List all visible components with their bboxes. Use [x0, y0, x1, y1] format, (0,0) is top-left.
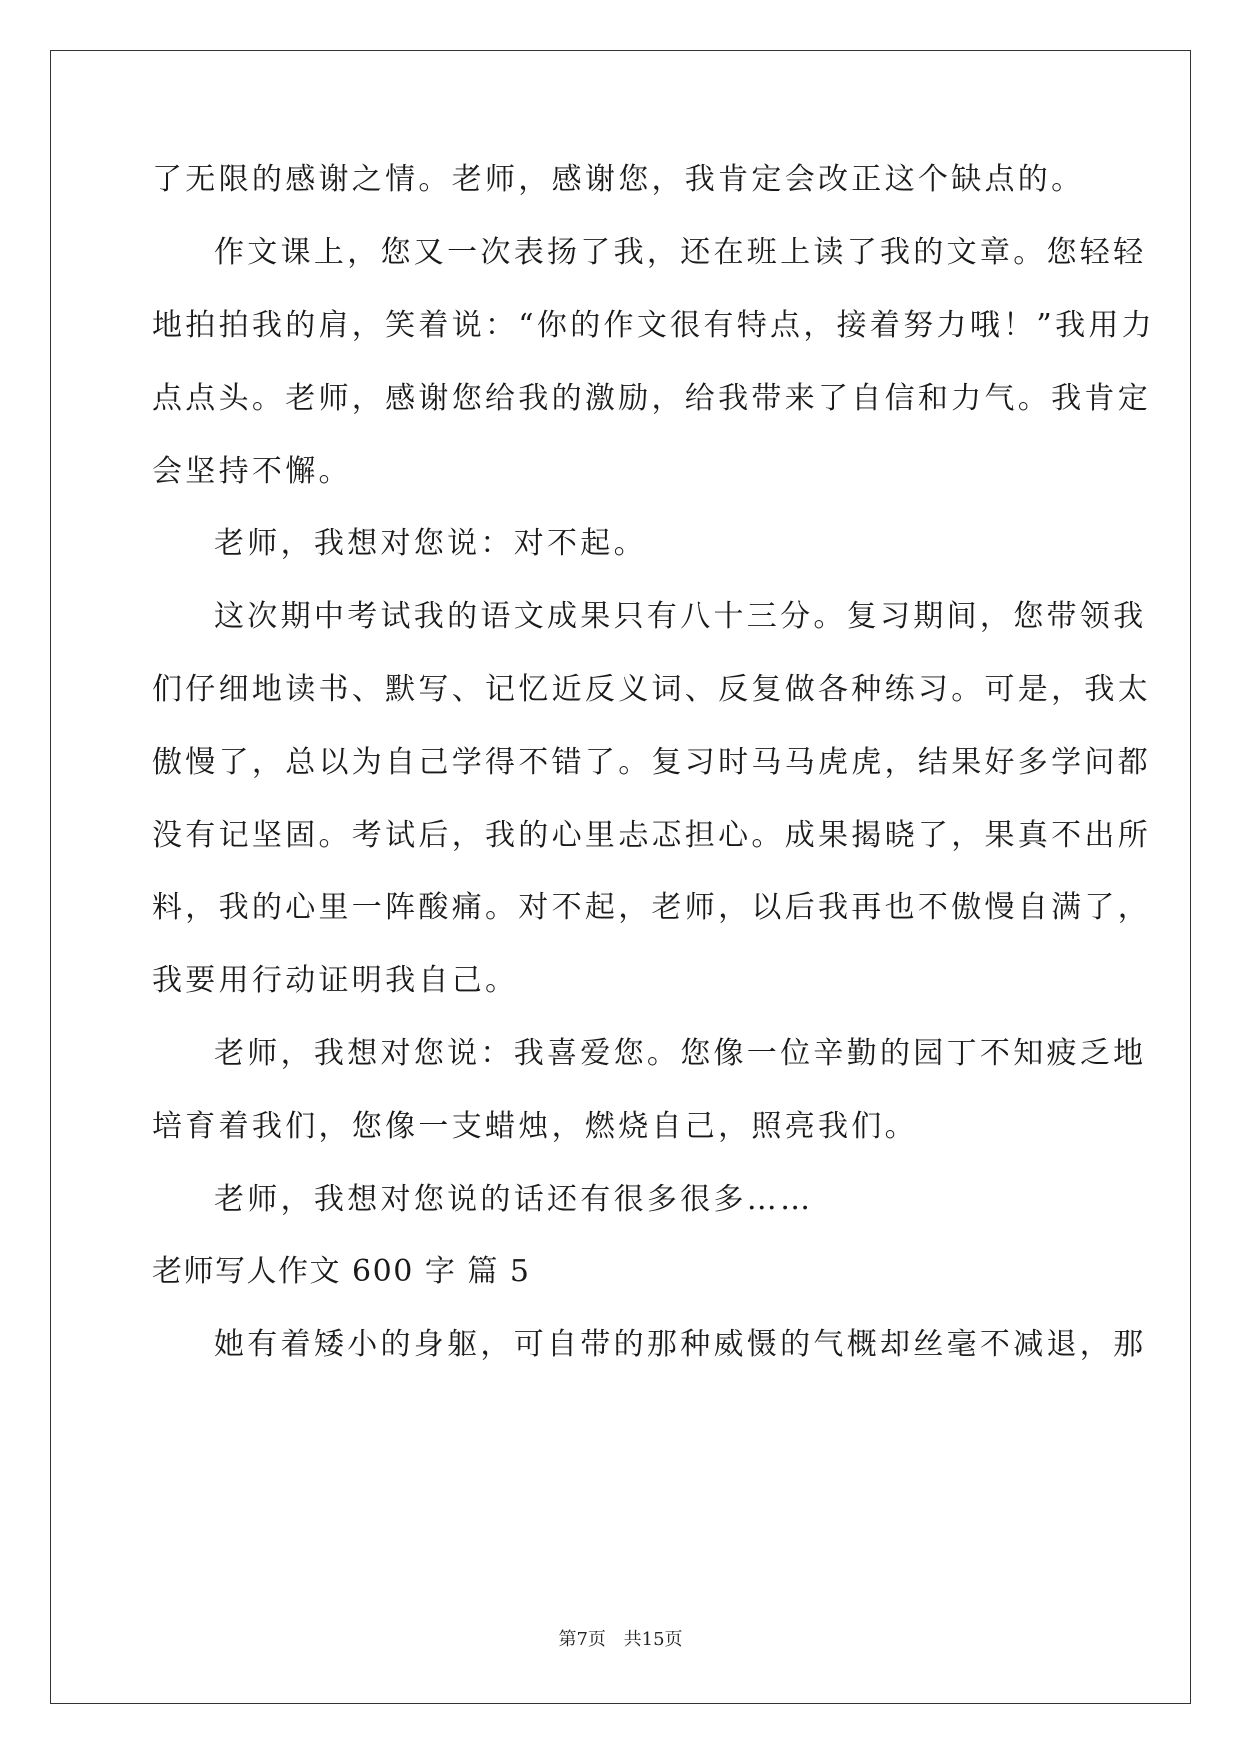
text-line: 没有记坚固。考试后，我的心里忐忑担心。成果揭晓了，果真不出所 [152, 818, 1151, 853]
page-footer [0, 1628, 1241, 1652]
text-line: 老师，我想对您说：我喜爱您。您像一位辛勤的园丁不知疲乏地 [214, 1036, 1147, 1071]
text-line: 培育着我们，您像一支蜡烛，燃烧自己，照亮我们。 [152, 1109, 918, 1144]
text-line: 老师，我想对您说：对不起。 [214, 526, 647, 561]
text-line: 老师，我想对您说的话还有很多很多…… [214, 1182, 814, 1217]
text-line: 这次期中考试我的语文成果只有八十三分。复习期间，您带领我 [214, 599, 1147, 634]
text-line: 会坚持不懈。 [152, 454, 352, 489]
text-line: 们仔细地读书、默写、记忆近反义词、反复做各种练习。可是，我太 [152, 672, 1151, 707]
text-line: 点点头。老师，感谢您给我的激励，给我带来了自信和力气。我肯定 [152, 381, 1151, 416]
page-border [50, 50, 1191, 1704]
text-line: 傲慢了，总以为自己学得不错了。复习时马马虎虎，结果好多学问都 [152, 745, 1151, 780]
text-line: 了无限的感谢之情。老师，感谢您，我肯定会改正这个缺点的。 [152, 162, 1085, 197]
page-total: 共15页 [623, 1629, 683, 1650]
text-line: 她有着矮小的身躯，可自带的那种威慑的气概却丝毫不减退，那 [214, 1327, 1147, 1362]
text-line: 我要用行动证明我自己。 [152, 963, 519, 998]
text-line: 作文课上，您又一次表扬了我，还在班上读了我的文章。您轻轻 [214, 235, 1147, 270]
text-line: 地拍拍我的肩，笑着说：“你的作文很有特点，接着努力哦！”我用力 [152, 308, 1155, 343]
page-number: 第7页 [558, 1629, 606, 1650]
text-line: 料，我的心里一阵酸痛。对不起，老师，以后我再也不傲慢自满了， [152, 890, 1151, 925]
section-heading: 老师写人作文 600 字 篇 5 [152, 1254, 531, 1289]
